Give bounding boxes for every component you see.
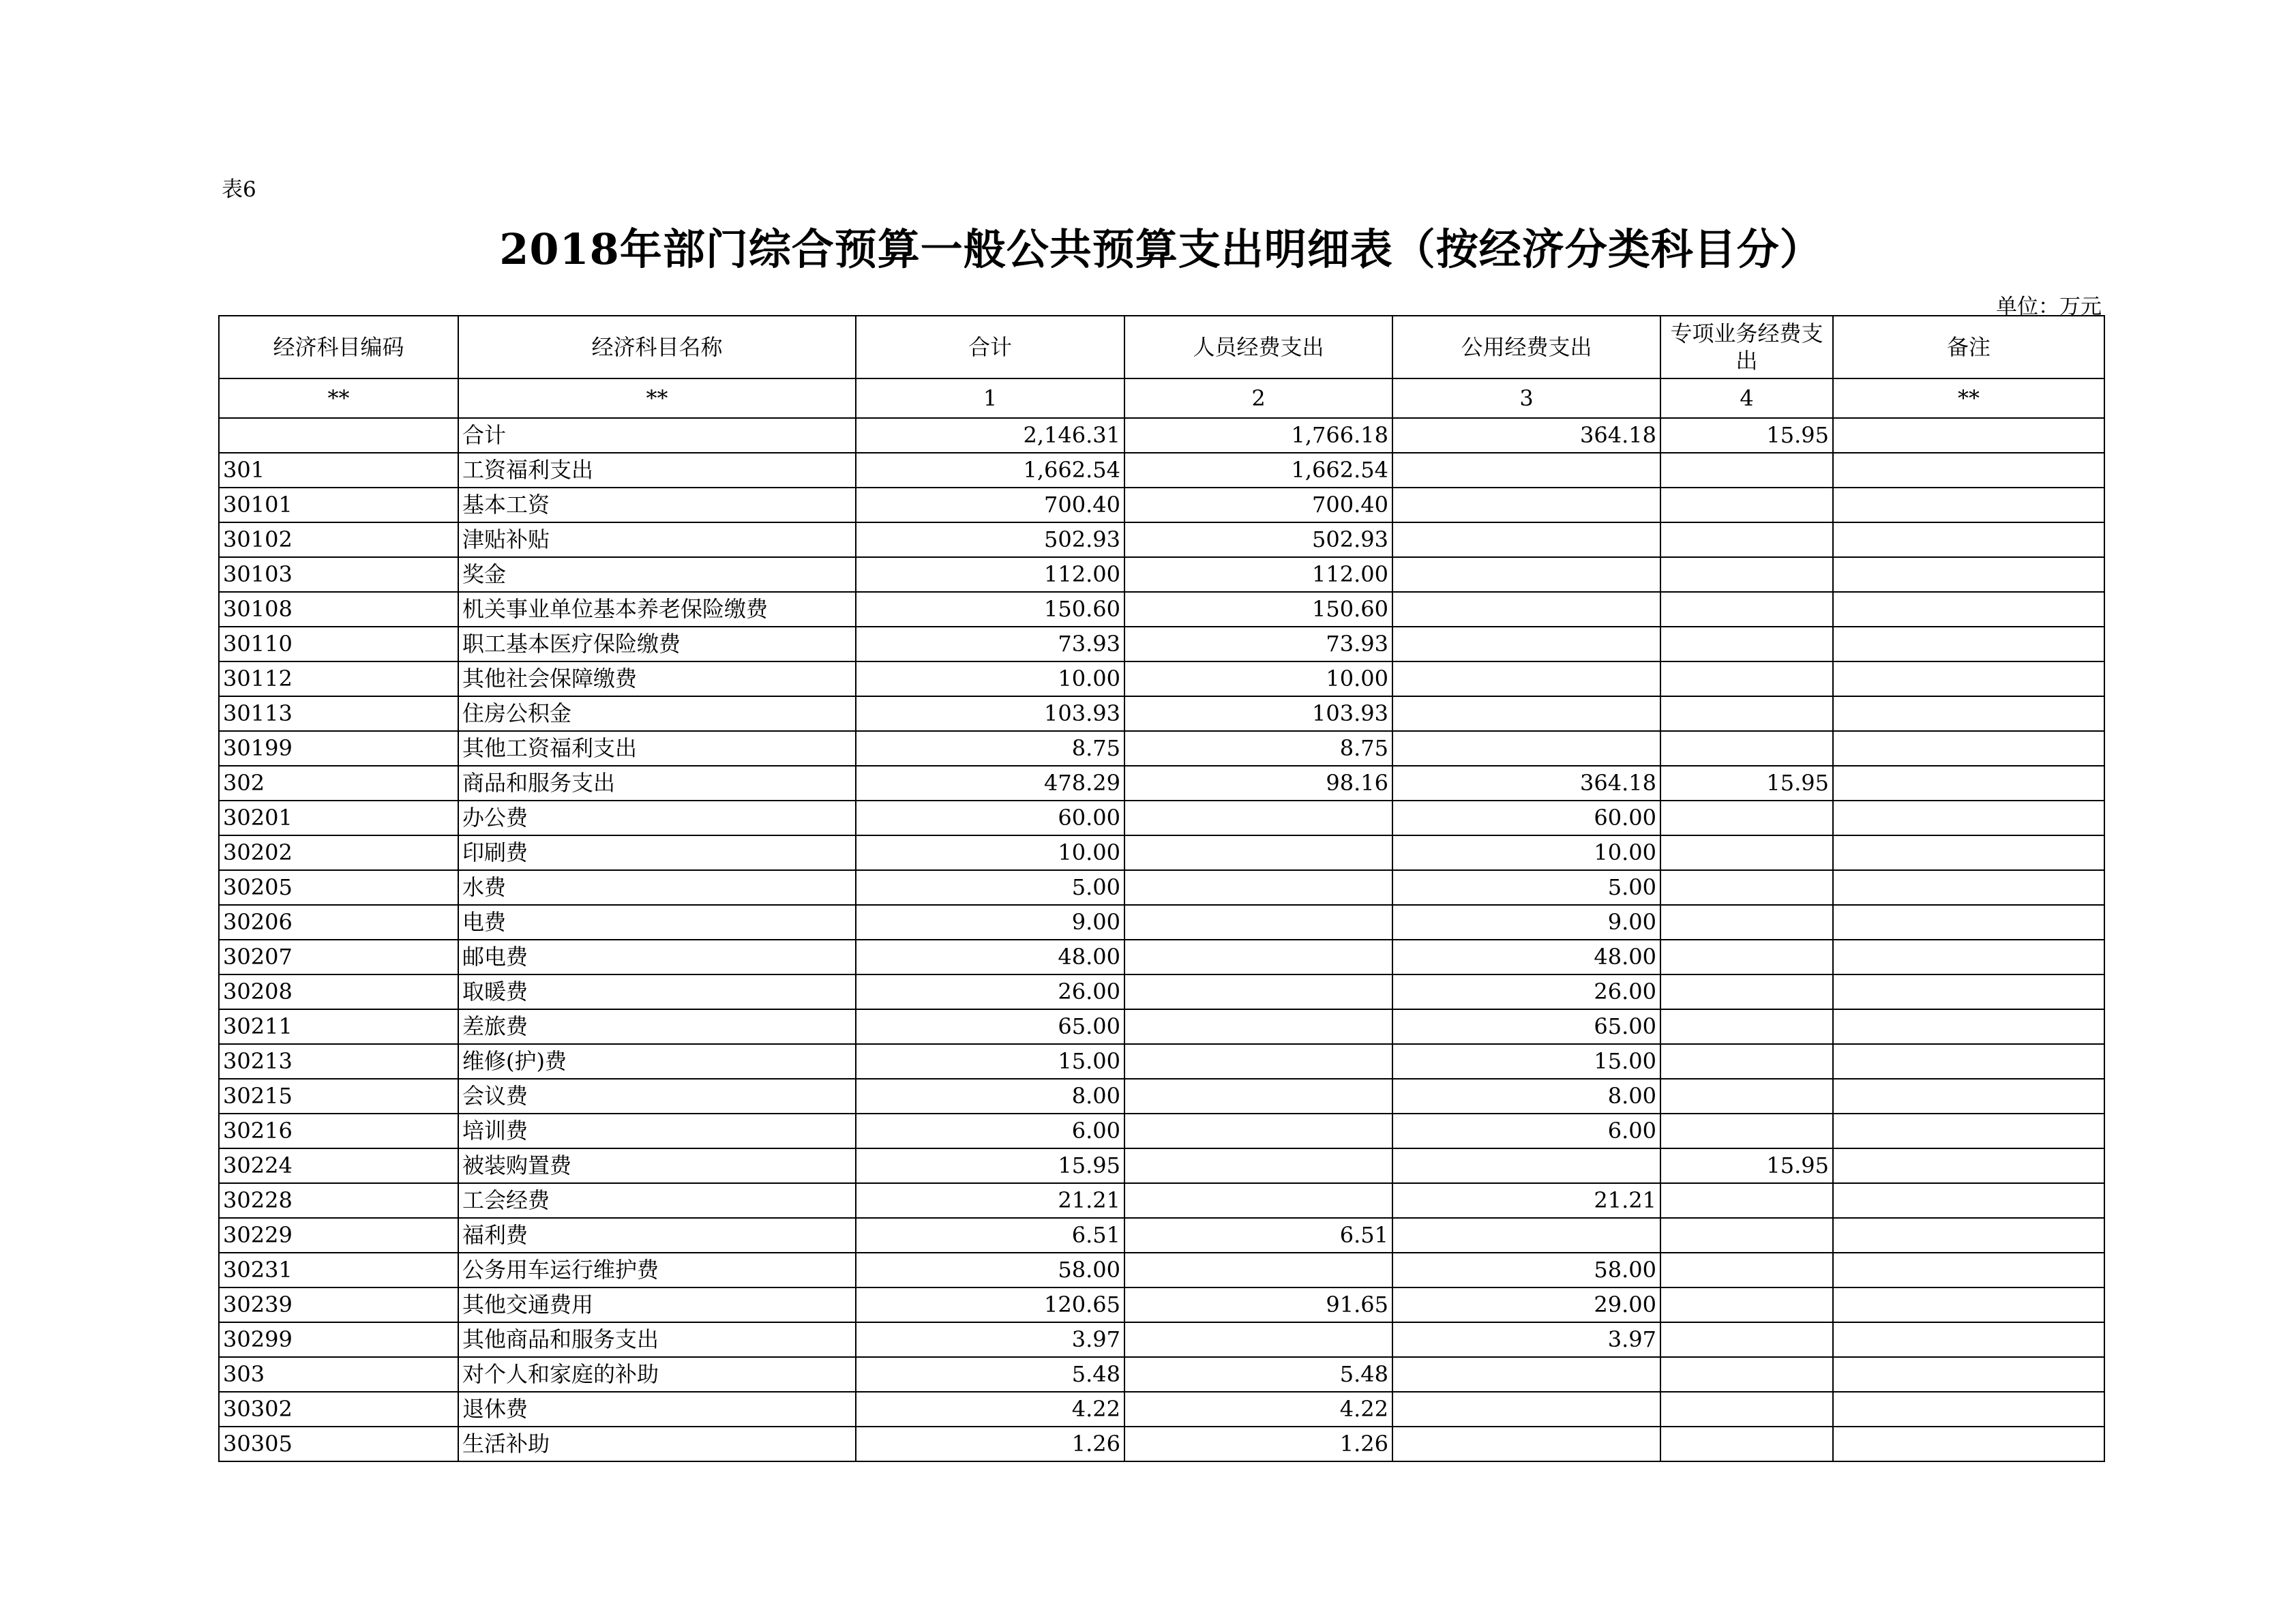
name-cell: 生活补助 — [458, 1427, 856, 1461]
special-cell — [1660, 1322, 1833, 1357]
code-cell: 30108 — [219, 592, 458, 627]
code-cell: 30228 — [219, 1183, 458, 1218]
name-cell: 商品和服务支出 — [458, 766, 856, 801]
personnel-cell: 5.48 — [1124, 1357, 1392, 1392]
special-cell — [1660, 557, 1833, 592]
personnel-cell: 73.93 — [1124, 627, 1392, 661]
note-cell — [1833, 766, 2104, 801]
public-cell: 15.00 — [1392, 1044, 1660, 1079]
code-cell: 30201 — [219, 801, 458, 835]
note-cell — [1833, 1079, 2104, 1114]
table-row — [219, 661, 2104, 696]
name-cell: 退休费 — [458, 1392, 856, 1427]
public-cell — [1392, 557, 1660, 592]
special-cell — [1660, 1079, 1833, 1114]
special-cell — [1660, 1392, 1833, 1427]
personnel-cell — [1124, 870, 1392, 905]
name-cell: 被装购置费 — [458, 1148, 856, 1183]
table-row — [219, 1427, 2104, 1461]
public-cell: 3.97 — [1392, 1322, 1660, 1357]
table-number-label: 表6 — [222, 177, 256, 202]
code-cell: 30239 — [219, 1287, 458, 1322]
total-cell: 48.00 — [856, 940, 1124, 974]
code-cell: 30305 — [219, 1427, 458, 1461]
table-row — [219, 1079, 2104, 1114]
code-cell: 30202 — [219, 835, 458, 870]
table-row — [219, 1218, 2104, 1253]
name-cell: 办公费 — [458, 801, 856, 835]
name-cell: 印刷费 — [458, 835, 856, 870]
total-cell: 6.51 — [856, 1218, 1124, 1253]
public-cell: 29.00 — [1392, 1287, 1660, 1322]
unit-label: 单位：万元 — [1996, 295, 2102, 319]
personnel-cell: 1.26 — [1124, 1427, 1392, 1461]
personnel-cell: 8.75 — [1124, 731, 1392, 766]
note-cell — [1833, 905, 2104, 940]
name-cell: 其他商品和服务支出 — [458, 1322, 856, 1357]
table-row — [219, 1148, 2104, 1183]
code-cell: 30215 — [219, 1079, 458, 1114]
total-cell: 58.00 — [856, 1253, 1124, 1287]
total-cell: 150.60 — [856, 592, 1124, 627]
total-cell: 21.21 — [856, 1183, 1124, 1218]
name-cell: 基本工资 — [458, 488, 856, 522]
total-cell: 1,662.54 — [856, 453, 1124, 488]
name-cell: 差旅费 — [458, 1009, 856, 1044]
note-cell — [1833, 627, 2104, 661]
table-row — [219, 1322, 2104, 1357]
table-row — [219, 522, 2104, 557]
note-cell — [1833, 418, 2104, 453]
code-cell: 30224 — [219, 1148, 458, 1183]
name-cell: 福利费 — [458, 1218, 856, 1253]
table-row — [219, 488, 2104, 522]
special-cell — [1660, 1357, 1833, 1392]
note-cell — [1833, 522, 2104, 557]
special-cell — [1660, 905, 1833, 940]
personnel-cell — [1124, 905, 1392, 940]
table-row — [219, 1009, 2104, 1044]
name-cell: 对个人和家庭的补助 — [458, 1357, 856, 1392]
personnel-cell — [1124, 1322, 1392, 1357]
public-cell: 10.00 — [1392, 835, 1660, 870]
note-cell — [1833, 940, 2104, 974]
name-cell: 其他交通费用 — [458, 1287, 856, 1322]
public-cell: 65.00 — [1392, 1009, 1660, 1044]
code-cell: 30101 — [219, 488, 458, 522]
public-cell — [1392, 1392, 1660, 1427]
note-cell — [1833, 1183, 2104, 1218]
code-cell: 30216 — [219, 1114, 458, 1148]
total-cell: 502.93 — [856, 522, 1124, 557]
name-cell: 机关事业单位基本养老保险缴费 — [458, 592, 856, 627]
total-cell: 73.93 — [856, 627, 1124, 661]
note-cell — [1833, 801, 2104, 835]
code-cell: 30102 — [219, 522, 458, 557]
personnel-cell — [1124, 1044, 1392, 1079]
table-row — [219, 905, 2104, 940]
total-cell: 26.00 — [856, 974, 1124, 1009]
public-cell — [1392, 453, 1660, 488]
personnel-cell: 98.16 — [1124, 766, 1392, 801]
public-cell — [1392, 627, 1660, 661]
note-cell — [1833, 557, 2104, 592]
column-header: 经济科目编码 — [219, 316, 458, 378]
code-cell: 30208 — [219, 974, 458, 1009]
personnel-cell: 6.51 — [1124, 1218, 1392, 1253]
name-cell: 其他社会保障缴费 — [458, 661, 856, 696]
total-cell: 4.22 — [856, 1392, 1124, 1427]
special-cell — [1660, 1183, 1833, 1218]
special-cell — [1660, 696, 1833, 731]
public-cell: 364.18 — [1392, 418, 1660, 453]
personnel-cell — [1124, 835, 1392, 870]
public-cell: 9.00 — [1392, 905, 1660, 940]
table-row — [219, 1287, 2104, 1322]
total-cell: 2,146.31 — [856, 418, 1124, 453]
note-cell — [1833, 1253, 2104, 1287]
personnel-cell — [1124, 940, 1392, 974]
name-cell: 会议费 — [458, 1079, 856, 1114]
special-cell — [1660, 1009, 1833, 1044]
personnel-cell: 91.65 — [1124, 1287, 1392, 1322]
personnel-cell: 502.93 — [1124, 522, 1392, 557]
special-cell — [1660, 522, 1833, 557]
table-row — [219, 557, 2104, 592]
column-header: 经济科目名称 — [458, 316, 856, 378]
special-cell — [1660, 835, 1833, 870]
table-row — [219, 1357, 2104, 1392]
total-cell: 15.00 — [856, 1044, 1124, 1079]
note-cell — [1833, 1148, 2104, 1183]
total-cell: 5.00 — [856, 870, 1124, 905]
name-cell: 水费 — [458, 870, 856, 905]
note-cell — [1833, 870, 2104, 905]
personnel-cell: 700.40 — [1124, 488, 1392, 522]
code-cell: 30103 — [219, 557, 458, 592]
total-cell: 478.29 — [856, 766, 1124, 801]
public-cell: 58.00 — [1392, 1253, 1660, 1287]
note-cell — [1833, 1218, 2104, 1253]
total-cell: 6.00 — [856, 1114, 1124, 1148]
name-cell: 职工基本医疗保险缴费 — [458, 627, 856, 661]
personnel-cell: 150.60 — [1124, 592, 1392, 627]
total-cell: 700.40 — [856, 488, 1124, 522]
personnel-cell: 4.22 — [1124, 1392, 1392, 1427]
public-cell — [1392, 488, 1660, 522]
public-cell — [1392, 522, 1660, 557]
special-cell — [1660, 870, 1833, 905]
column-header: 专项业务经费支出 — [1660, 316, 1833, 378]
note-cell — [1833, 696, 2104, 731]
code-cell: 30112 — [219, 661, 458, 696]
code-cell: 30206 — [219, 905, 458, 940]
column-header-row — [219, 316, 2104, 378]
column-index-row — [219, 378, 2104, 418]
column-index: ** — [219, 378, 458, 418]
personnel-cell — [1124, 1148, 1392, 1183]
special-cell — [1660, 488, 1833, 522]
table-row — [219, 940, 2104, 974]
table-row — [219, 1044, 2104, 1079]
table-row — [219, 418, 2104, 453]
code-cell: 30113 — [219, 696, 458, 731]
special-cell — [1660, 627, 1833, 661]
total-cell: 120.65 — [856, 1287, 1124, 1322]
column-index: 3 — [1392, 378, 1660, 418]
table-row — [219, 453, 2104, 488]
table-row — [219, 870, 2104, 905]
table-row — [219, 974, 2104, 1009]
note-cell — [1833, 488, 2104, 522]
column-header: 合计 — [856, 316, 1124, 378]
table-row — [219, 1183, 2104, 1218]
personnel-cell — [1124, 1253, 1392, 1287]
table-row — [219, 1392, 2104, 1427]
special-cell — [1660, 453, 1833, 488]
column-index: 1 — [856, 378, 1124, 418]
total-cell: 8.75 — [856, 731, 1124, 766]
note-cell — [1833, 731, 2104, 766]
name-cell: 培训费 — [458, 1114, 856, 1148]
table-row — [219, 731, 2104, 766]
special-cell — [1660, 1287, 1833, 1322]
name-cell: 合计 — [458, 418, 856, 453]
code-cell: 301 — [219, 453, 458, 488]
column-header: 备注 — [1833, 316, 2104, 378]
public-cell — [1392, 1357, 1660, 1392]
public-cell: 5.00 — [1392, 870, 1660, 905]
table-row — [219, 592, 2104, 627]
note-cell — [1833, 661, 2104, 696]
personnel-cell: 10.00 — [1124, 661, 1392, 696]
total-cell: 10.00 — [856, 835, 1124, 870]
code-cell: 30299 — [219, 1322, 458, 1357]
public-cell — [1392, 696, 1660, 731]
name-cell: 奖金 — [458, 557, 856, 592]
code-cell — [219, 418, 458, 453]
table-row — [219, 696, 2104, 731]
name-cell: 公务用车运行维护费 — [458, 1253, 856, 1287]
total-cell: 9.00 — [856, 905, 1124, 940]
public-cell: 60.00 — [1392, 801, 1660, 835]
total-cell: 3.97 — [856, 1322, 1124, 1357]
column-index: 4 — [1660, 378, 1833, 418]
special-cell — [1660, 940, 1833, 974]
total-cell: 65.00 — [856, 1009, 1124, 1044]
special-cell — [1660, 661, 1833, 696]
total-cell: 10.00 — [856, 661, 1124, 696]
public-cell — [1392, 1218, 1660, 1253]
special-cell — [1660, 1044, 1833, 1079]
note-cell — [1833, 453, 2104, 488]
public-cell — [1392, 1427, 1660, 1461]
personnel-cell: 1,662.54 — [1124, 453, 1392, 488]
special-cell — [1660, 1253, 1833, 1287]
public-cell — [1392, 1148, 1660, 1183]
note-cell — [1833, 835, 2104, 870]
total-cell: 5.48 — [856, 1357, 1124, 1392]
special-cell: 15.95 — [1660, 1148, 1833, 1183]
personnel-cell: 103.93 — [1124, 696, 1392, 731]
special-cell: 15.95 — [1660, 766, 1833, 801]
note-cell — [1833, 1009, 2104, 1044]
public-cell: 26.00 — [1392, 974, 1660, 1009]
code-cell: 30199 — [219, 731, 458, 766]
public-cell: 6.00 — [1392, 1114, 1660, 1148]
special-cell — [1660, 801, 1833, 835]
public-cell — [1392, 661, 1660, 696]
column-index: ** — [458, 378, 856, 418]
name-cell: 电费 — [458, 905, 856, 940]
special-cell — [1660, 1218, 1833, 1253]
total-cell: 60.00 — [856, 801, 1124, 835]
table-row — [219, 835, 2104, 870]
personnel-cell — [1124, 1183, 1392, 1218]
code-cell: 302 — [219, 766, 458, 801]
code-cell: 30110 — [219, 627, 458, 661]
public-cell: 364.18 — [1392, 766, 1660, 801]
document-title: 2018年部门综合预算一般公共预算支出明细表（按经济分类科目分） — [499, 224, 1823, 274]
note-cell — [1833, 1322, 2104, 1357]
total-cell: 112.00 — [856, 557, 1124, 592]
name-cell: 工会经费 — [458, 1183, 856, 1218]
note-cell — [1833, 1044, 2104, 1079]
name-cell: 邮电费 — [458, 940, 856, 974]
special-cell: 15.95 — [1660, 418, 1833, 453]
name-cell: 其他工资福利支出 — [458, 731, 856, 766]
name-cell: 住房公积金 — [458, 696, 856, 731]
table-row — [219, 801, 2104, 835]
personnel-cell — [1124, 801, 1392, 835]
code-cell: 30302 — [219, 1392, 458, 1427]
table-row — [219, 766, 2104, 801]
note-cell — [1833, 1357, 2104, 1392]
total-cell: 15.95 — [856, 1148, 1124, 1183]
table-row — [219, 627, 2104, 661]
code-cell: 30211 — [219, 1009, 458, 1044]
personnel-cell: 112.00 — [1124, 557, 1392, 592]
code-cell: 303 — [219, 1357, 458, 1392]
public-cell — [1392, 731, 1660, 766]
public-cell: 8.00 — [1392, 1079, 1660, 1114]
budget-table — [218, 315, 2105, 1462]
personnel-cell — [1124, 974, 1392, 1009]
special-cell — [1660, 592, 1833, 627]
name-cell: 维修(护)费 — [458, 1044, 856, 1079]
special-cell — [1660, 1114, 1833, 1148]
code-cell: 30229 — [219, 1218, 458, 1253]
public-cell: 48.00 — [1392, 940, 1660, 974]
special-cell — [1660, 974, 1833, 1009]
total-cell: 1.26 — [856, 1427, 1124, 1461]
code-cell: 30231 — [219, 1253, 458, 1287]
public-cell — [1392, 592, 1660, 627]
total-cell: 103.93 — [856, 696, 1124, 731]
table-row — [219, 1253, 2104, 1287]
total-cell: 8.00 — [856, 1079, 1124, 1114]
code-cell: 30207 — [219, 940, 458, 974]
note-cell — [1833, 1114, 2104, 1148]
name-cell: 取暖费 — [458, 974, 856, 1009]
public-cell: 21.21 — [1392, 1183, 1660, 1218]
personnel-cell — [1124, 1114, 1392, 1148]
code-cell: 30213 — [219, 1044, 458, 1079]
note-cell — [1833, 1392, 2104, 1427]
note-cell — [1833, 974, 2104, 1009]
personnel-cell — [1124, 1009, 1392, 1044]
column-index: 2 — [1124, 378, 1392, 418]
note-cell — [1833, 1287, 2104, 1322]
name-cell: 津贴补贴 — [458, 522, 856, 557]
special-cell — [1660, 1427, 1833, 1461]
note-cell — [1833, 1427, 2104, 1461]
table-row — [219, 1114, 2104, 1148]
code-cell: 30205 — [219, 870, 458, 905]
name-cell: 工资福利支出 — [458, 453, 856, 488]
column-index: ** — [1833, 378, 2104, 418]
personnel-cell — [1124, 1079, 1392, 1114]
column-header: 公用经费支出 — [1392, 316, 1660, 378]
note-cell — [1833, 592, 2104, 627]
table-body — [219, 418, 2104, 1461]
column-header: 人员经费支出 — [1124, 316, 1392, 378]
special-cell — [1660, 731, 1833, 766]
personnel-cell: 1,766.18 — [1124, 418, 1392, 453]
